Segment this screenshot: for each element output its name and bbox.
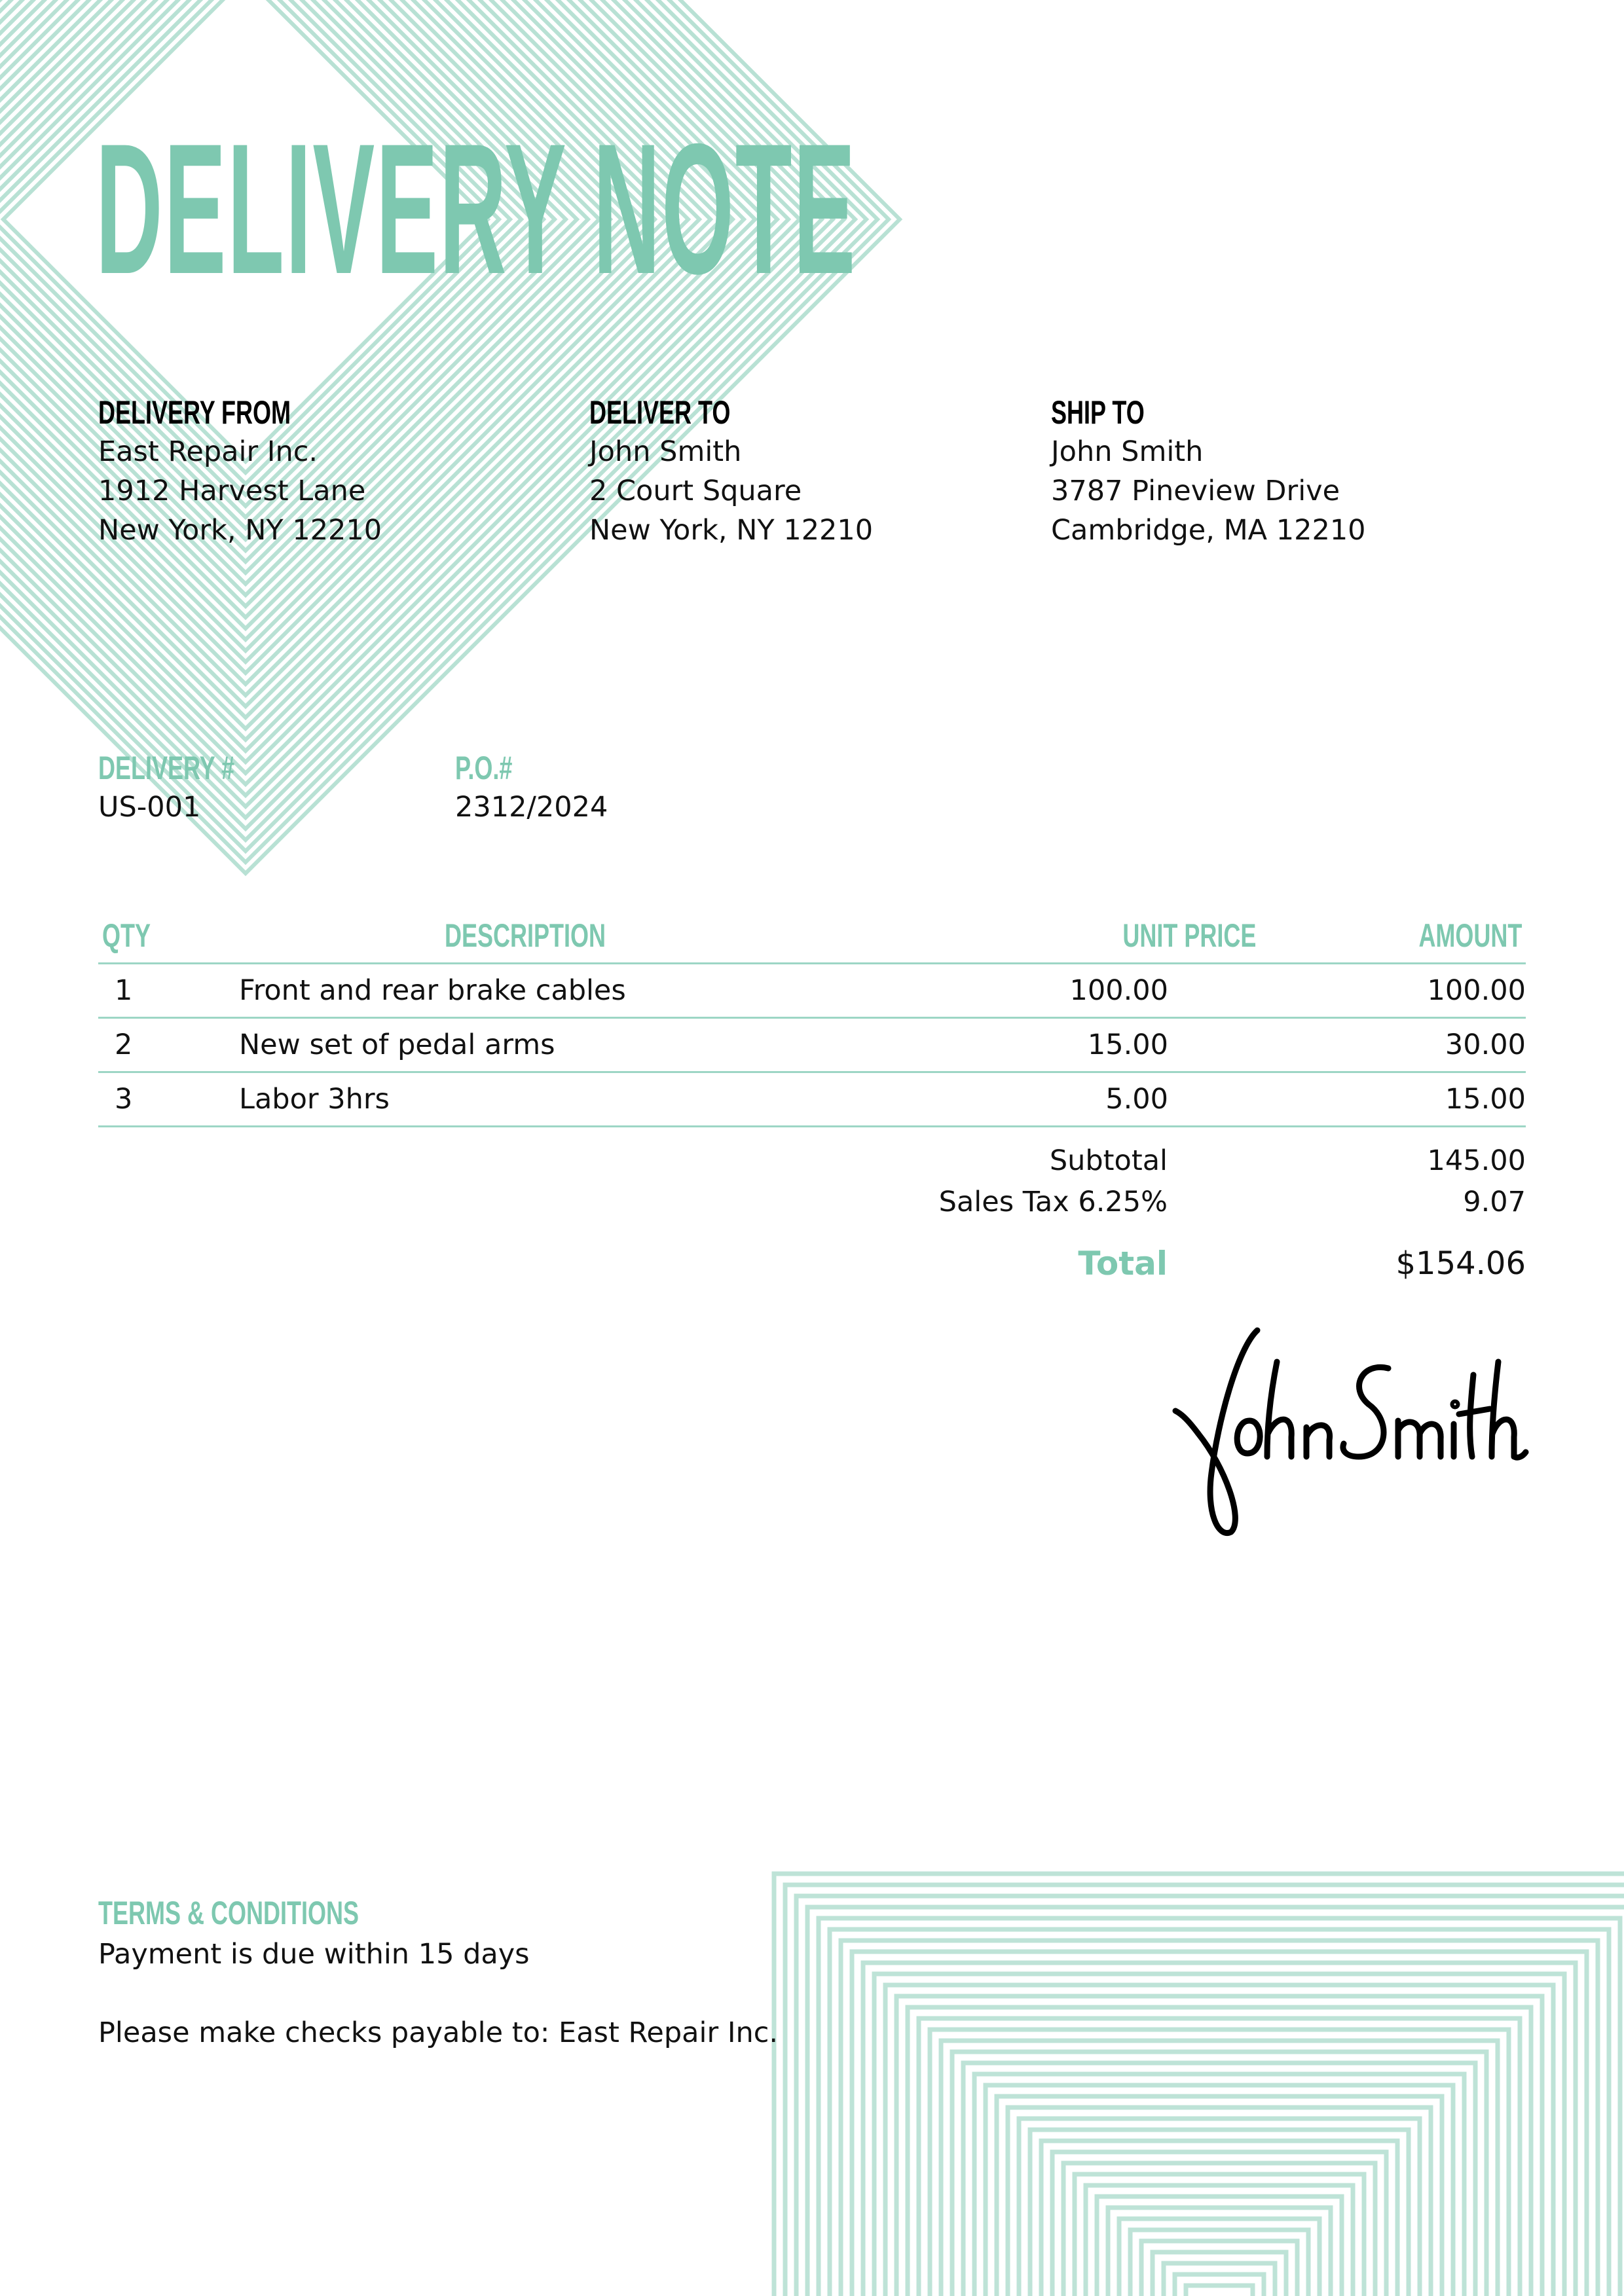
delivery-number-value: US-001 [98,791,201,824]
description-header: DESCRIPTION [444,917,606,954]
ship-city: Cambridge, MA 12210 [1051,514,1366,547]
ship-name: John Smith [1051,435,1204,468]
amount-cell: 15.00 [1445,1083,1526,1116]
nested-rect-stripe [1008,2107,1431,2296]
items-table [98,907,1526,1127]
deliver-to-block [589,393,873,550]
amount-header: AMOUNT [1418,917,1522,954]
from-city: New York, NY 12210 [98,514,382,547]
terms-block [98,1893,778,2052]
nested-rect-stripe [1097,2196,1342,2296]
total-label: Total [1078,1245,1168,1283]
table-row [98,1019,1526,1073]
terms-line-1: Payment is due within 15 days [98,1938,530,1971]
ship-street: 3787 Pineview Drive [1051,475,1340,507]
delivery-number-block [98,748,287,827]
ship-to-label: SHIP TO [1051,394,1145,431]
delivery-from-label: DELIVERY FROM [98,394,291,431]
sales-tax-label: Sales Tax 6.25% [938,1186,1168,1218]
from-street: 1912 Harvest Lane [98,475,366,507]
to-city: New York, NY 12210 [589,514,874,547]
document-title: DELIVERY NOTE [96,105,857,313]
qty-header: QTY [102,917,151,954]
subtotal-label: Subtotal [1049,1144,1168,1177]
table-row [98,1073,1526,1127]
nested-rect-stripe [1186,2286,1253,2296]
unit-price-header: UNIT PRICE [1122,917,1256,954]
description-cell: New set of pedal arms [239,1029,555,1061]
amount-cell: 30.00 [1445,1029,1526,1061]
nested-rect-stripe [1164,2263,1275,2296]
terms-label: TERMS & CONDITIONS [98,1895,360,1931]
unit-price-cell: 15.00 [1087,1029,1168,1061]
to-name: John Smith [589,435,742,468]
sales-tax-value: 9.07 [1463,1186,1526,1218]
signature [1172,1322,1532,1545]
deliver-to-label: DELIVER TO [589,394,731,431]
qty-cell: 1 [115,974,133,1007]
po-number-block [455,748,608,827]
amount-cell: 100.00 [1427,974,1526,1007]
po-number-value: 2312/2024 [455,791,608,824]
qty-cell: 2 [115,1029,133,1061]
qty-cell: 3 [115,1083,133,1116]
delivery-number-label: DELIVERY # [98,750,235,786]
to-street: 2 Court Square [589,475,802,507]
from-name: East Repair Inc. [98,435,318,468]
nested-rectangle-pattern [774,1874,1624,2296]
subtotal-value: 145.00 [1427,1144,1526,1177]
unit-price-cell: 5.00 [1105,1083,1168,1116]
nested-rect-stripe [874,1974,1564,2296]
description-cell: Labor 3hrs [239,1083,390,1116]
po-number-label: P.O.# [455,750,513,786]
table-header-row [98,907,1526,964]
terms-line-2: Please make checks payable to: East Repair Inc. [98,2016,779,2049]
table-row [98,964,1526,1019]
ship-to-block [1051,393,1366,550]
total-value: $154.06 [1395,1245,1526,1282]
delivery-from-block [98,393,382,550]
description-cell: Front and rear brake cables [239,974,626,1007]
unit-price-cell: 100.00 [1069,974,1168,1007]
nested-rect-stripe [941,2041,1498,2296]
